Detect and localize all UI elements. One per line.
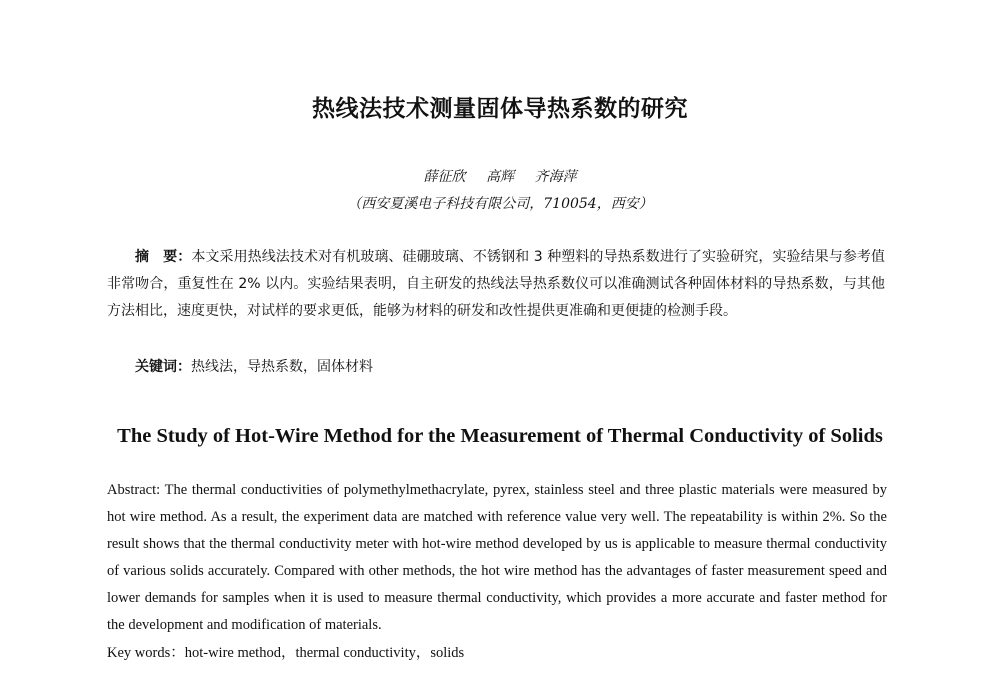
- chinese-keywords-text: 热线法，导热系数，固体材料: [191, 359, 373, 375]
- affiliation: （西安夏溪电子科技有限公司，710054，西安）: [347, 196, 653, 212]
- chinese-abstract-text: 本文采用热线法技术对有机玻璃、硅硼玻璃、不锈钢和 3 种塑料的导热系数进行了实验研究，实验结果与参考值非常吻合，重复性在 2% 以内。实验结果表明，自主研发的热线法导热系数仪可以准确测试各种固体材料的导热系数，与其他方法相比，速度更快，对试样的要求更低，能够为材料的研发和改性提供更准确和更便捷的检测手段。: [107, 249, 886, 319]
- chinese-title: 热线法技术测量固体导热系数的研究: [312, 96, 688, 122]
- chinese-abstract-label: 摘 要：: [135, 249, 192, 265]
- english-abstract: Abstract: The thermal conductivities of polymethylmethacrylate, pyrex, stainless steel and three plastic materials were measured by hot wire method. As a result, the experiment data are matched with reference value very well. The repeatability is within 2%. So the result shows that the thermal conductivity meter with hot-wire method developed by us is applicable to measure thermal conductivity of various solids accurately. Compared with other methods, the hot wire method has the advantages of faster measurement speed and lower demands for samples when it is used to measure thermal conductivity, which provides a more accurate and faster method for the development and modification of materials.: [107, 482, 887, 634]
- chinese-keywords: [135, 356, 373, 376]
- authors: 薛征欣 高辉 齐海萍: [423, 169, 577, 185]
- chinese-abstract: [107, 244, 885, 325]
- english-keywords: Key words：hot-wire method，thermal conductivity，solids: [107, 645, 465, 661]
- chinese-keywords-label: 关键词：: [135, 359, 191, 375]
- english-title: The Study of Hot-Wire Method for the Measurement of Thermal Conductivity of Solids: [117, 425, 883, 447]
